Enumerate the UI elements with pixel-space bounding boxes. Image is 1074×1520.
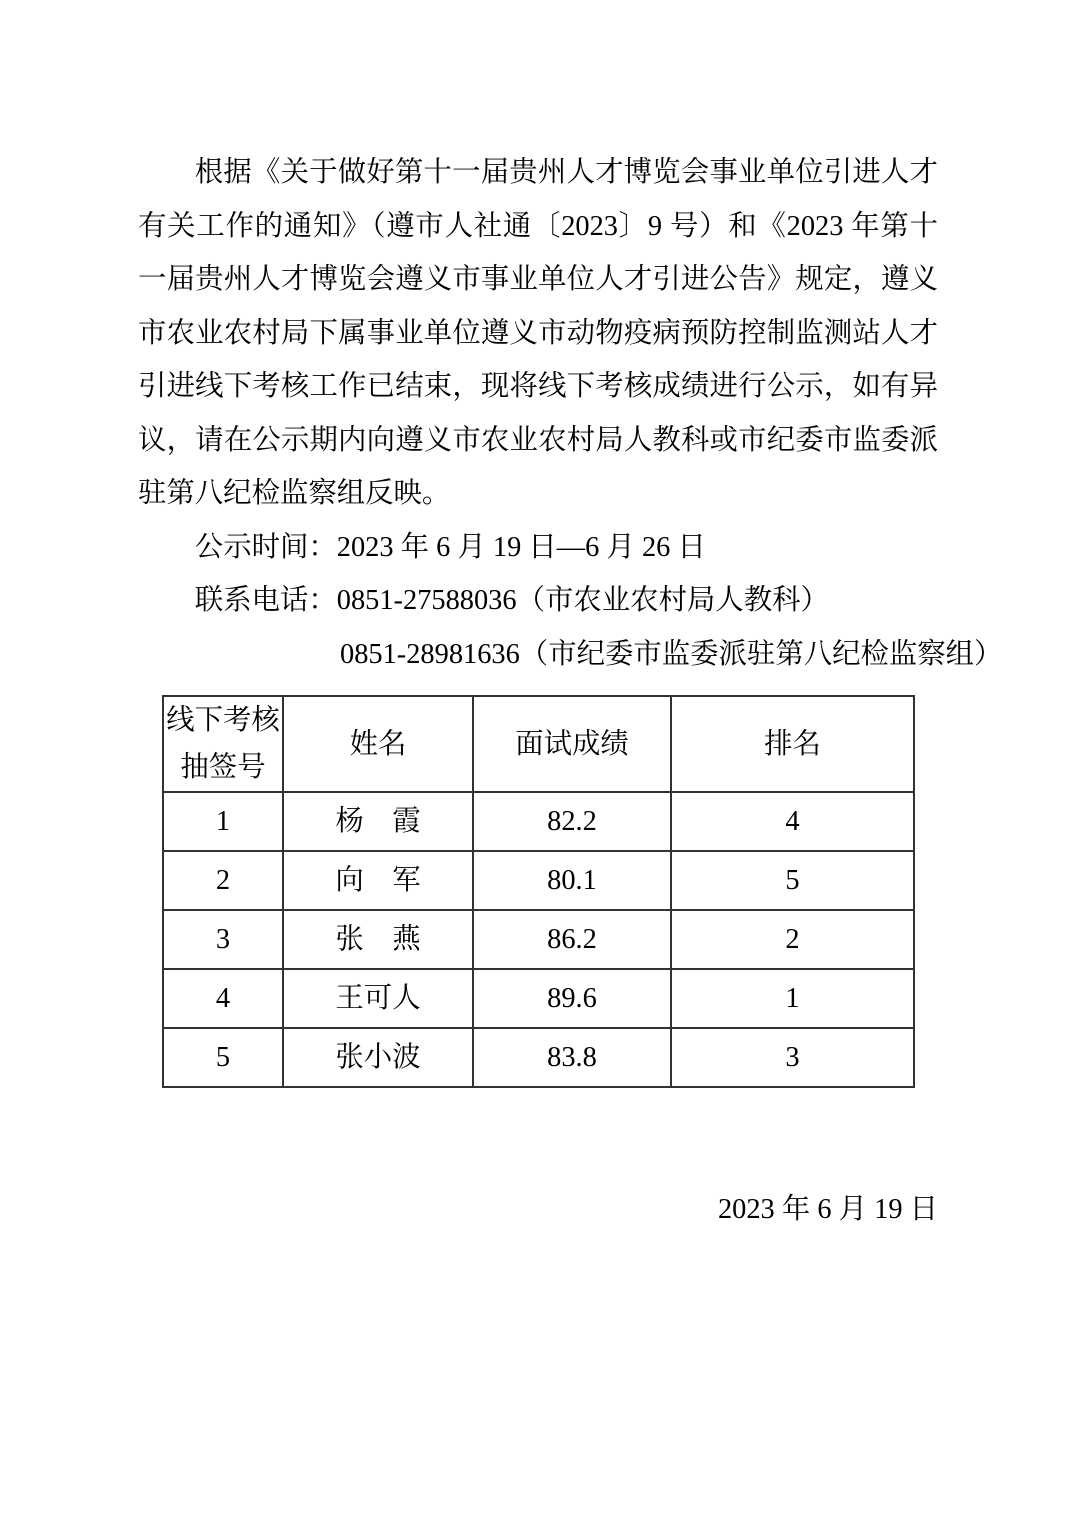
cell-score: 80.1 (473, 851, 671, 910)
header-cell-draw-number: 线下考核抽签号 (163, 696, 283, 792)
publicity-time-line (138, 521, 938, 575)
cell-name: 向 军 (283, 851, 473, 910)
results-table (162, 695, 915, 1088)
cell-name: 王可人 (283, 969, 473, 1028)
document-date: 2023 年 6 月 19 日 (717, 1194, 938, 1225)
contact-phone-2: 0851-28981636（市纪委市监委派驻第八纪检监察组） (340, 638, 1003, 670)
table-row (163, 969, 914, 1028)
cell-draw-number: 2 (163, 851, 283, 910)
cell-score: 86.2 (473, 910, 671, 969)
cell-draw-number: 1 (163, 792, 283, 851)
publicity-time-label: 公示时间： (194, 531, 337, 563)
cell-rank: 2 (671, 910, 914, 969)
contact-line (138, 574, 938, 628)
header-cell-rank: 排名 (671, 696, 914, 792)
cell-name: 张小波 (283, 1028, 473, 1087)
cell-score: 82.2 (473, 792, 671, 851)
cell-name: 张 燕 (283, 910, 473, 969)
cell-name: 杨 霞 (283, 792, 473, 851)
cell-rank: 5 (671, 851, 914, 910)
cell-score: 89.6 (473, 969, 671, 1028)
body-paragraph: 根据《关于做好第十一届贵州人才博览会事业单位引进人才有关工作的通知》（遵市人社通〔2023〕9 号）和《2023 年第十一届贵州人才博览会遵义市事业单位人才引进公告》规定，遵义市农业农村局下属事业单位遵义市动物疫病预防控制监测站人才引进线下考核工作已结束，现将线下考核成绩进行公示，如有异议，请在公示期内向遵义市农业农村局人教科或市纪委市监委派驻第八纪检监察组反映。 (138, 157, 938, 509)
cell-score: 83.8 (473, 1028, 671, 1087)
header-cell-score: 面试成绩 (473, 696, 671, 792)
cell-rank: 1 (671, 969, 914, 1028)
table-row (163, 851, 914, 910)
cell-rank: 4 (671, 792, 914, 851)
contact-label: 联系电话： (194, 585, 337, 616)
cell-rank: 3 (671, 1028, 914, 1087)
header-cell-name: 姓名 (283, 696, 473, 792)
table-header-row (163, 696, 914, 792)
cell-draw-number: 5 (163, 1028, 283, 1087)
contact-phone-2-line (138, 628, 1003, 682)
contact-phone-1: 0851-27588036（市农业农村局人教科） (336, 585, 829, 616)
cell-draw-number: 4 (163, 969, 283, 1028)
table-row (163, 1028, 914, 1087)
publicity-time-value: 2023 年 6 月 19 日—6 月 26 日 (336, 531, 706, 563)
table-row (163, 792, 914, 851)
table-row (163, 910, 914, 969)
cell-draw-number: 3 (163, 910, 283, 969)
